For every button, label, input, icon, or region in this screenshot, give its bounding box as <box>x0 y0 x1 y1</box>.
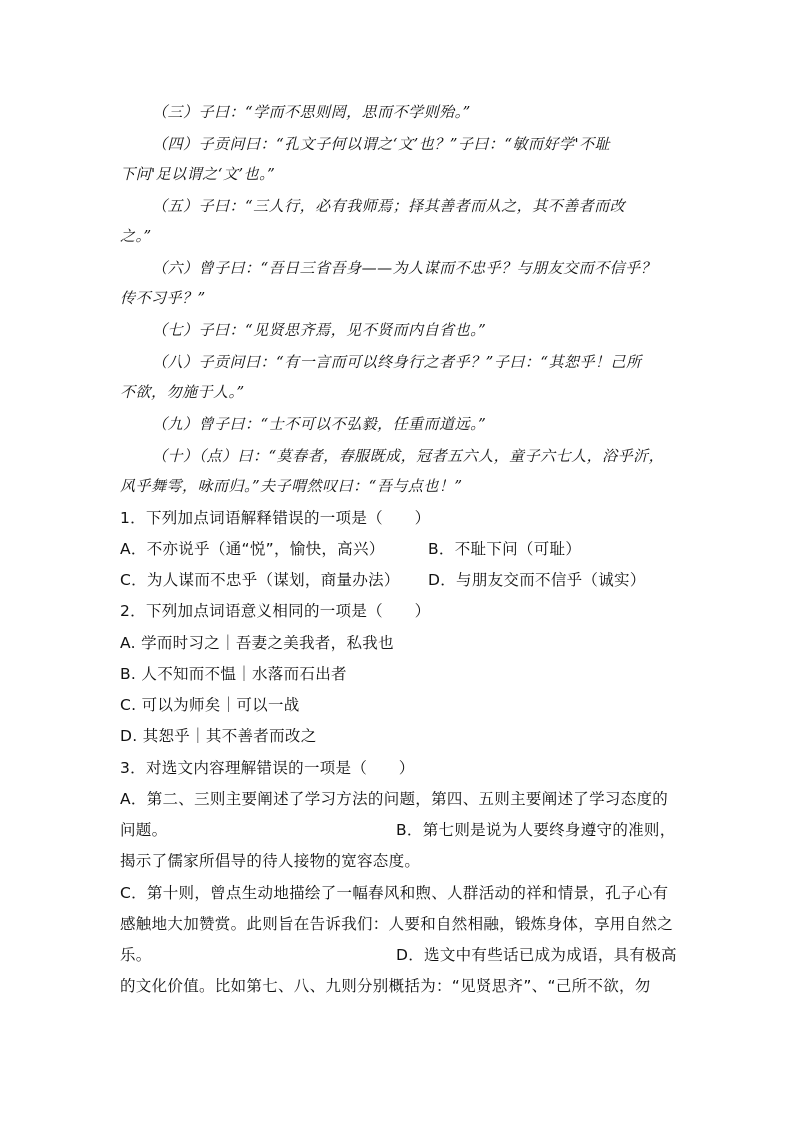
question-1-option-b: B．不耻下问（可耻） <box>428 540 582 558</box>
passage-line: （五）子曰：“三人行，必有我师焉；择其善者而从之，其不善者而改 <box>152 197 626 215</box>
passage-line: （四）子贡问曰：“孔文子何以谓之‘文’也？”子曰：“敏而好学'不耻 <box>152 135 611 153</box>
question-2-option-d: D. 其恕乎｜其不善者而改之 <box>120 727 317 745</box>
question-2-stem: 2．下列加点词语意义相同的一项是（ ） <box>120 602 431 620</box>
passage-line: （三）子曰：“学而不思则罔，思而不学则殆。” <box>152 103 471 121</box>
question-3-option-c: C．第十则，曾点生动地描绘了一幅春风和煦、人群活动的祥和情景，孔子心有 <box>120 884 669 902</box>
question-2-option-b: B. 人不知而不愠｜水落而石出者 <box>120 665 347 683</box>
passage-line: 传不习乎？” <box>120 289 206 307</box>
passage-line: （七）子曰：“见贤思齐焉，见不贤而内自省也。” <box>152 321 487 339</box>
passage-line: （十）（点）曰：“莫春者，春服既成，冠者五六人，童子六七人，浴乎沂， <box>152 447 665 465</box>
question-2-option-c: C. 可以为师矣｜可以一战 <box>120 696 300 714</box>
question-3-text-line: A．第二、三则主要阐述了学习方法的问题，第四、五则主要阐述了学习态度的 <box>120 790 669 808</box>
question-3-text-line: 揭示了儒家所倡导的待人接物的宽容态度。 <box>120 852 421 870</box>
passage-line: 之。” <box>120 227 152 245</box>
passage-line: （六）曾子曰：“吾日三省吾身——为人谋而不忠乎？与朋友交而不信乎？ <box>152 259 657 277</box>
question-3-text-line: 乐。 <box>120 946 152 964</box>
question-2-option-a: A. 学而时习之｜吾妻之美我者，私我也 <box>120 634 394 652</box>
question-3-text-line: 的文化价值。比如第七、八、九则分别概括为：“见贤思齐”、“己所不欲，勿 <box>120 977 651 995</box>
passage-line: 不欲，勿施于人。” <box>120 383 245 401</box>
passage-line: 下问'足以谓之‘文’也。” <box>120 165 276 183</box>
question-1-option-a: A．不亦说乎（通“悦”，愉快，高兴） <box>120 540 385 558</box>
question-3-option-d: D．选文中有些话已成为成语，具有极高 <box>396 946 677 964</box>
question-3-option-b: B．第七则是说为人要终身遵守的准则， <box>396 821 676 839</box>
passage-line: 风乎舞雩，咏而归。”夫子喟然叹曰：“吾与点也！” <box>120 477 463 495</box>
question-3-text-line: 问题。 <box>120 821 168 839</box>
question-1-option-c: C．为人谋而不忠乎（谋划，商量办法） <box>120 571 400 589</box>
question-3-text-line: 感触地大加赞赏。此则旨在告诉我们：人要和自然相融，锻炼身体，享用自然之 <box>120 915 674 933</box>
question-3-stem: 3．对选文内容理解错误的一项是（ ） <box>120 759 415 777</box>
passage-line: （八）子贡问曰：“有一言而可以终身行之者乎？”子曰：“其恕乎！己所 <box>152 353 642 371</box>
question-1-stem: 1．下列加点词语解释错误的一项是（ ） <box>120 509 431 527</box>
question-1-option-d: D．与朋友交而不信乎（诚实） <box>428 571 646 589</box>
passage-line: （九）曾子曰：“士不可以不弘毅，任重而道远。” <box>152 415 487 433</box>
